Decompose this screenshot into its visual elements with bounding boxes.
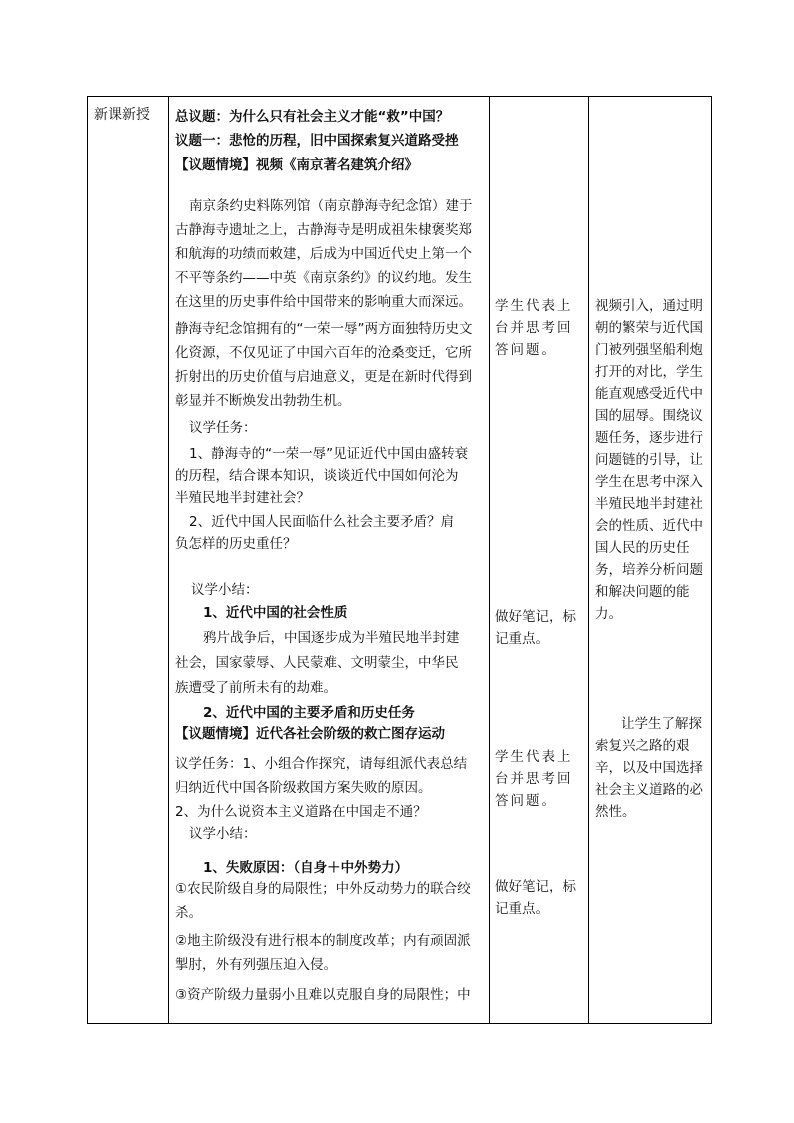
scenario-text-line: 南京条约史料陈列馆（南京静海寺纪念馆）建于 [189,198,473,214]
summary-text-line: 鸦片战争后，中国逐步成为半殖民地半封建 [203,630,460,646]
summary-heading-1: 议学小结： [191,582,259,598]
student-activity-2: 做好笔记，标记重点。 [495,609,576,647]
summary-heading-2: 议学小结： [189,826,257,842]
summary-point-heading: 1、近代中国的社会性质 [203,605,348,621]
summary-text-line: ①农民阶级自身的局限性；中外反动势力的联合绞 [175,881,471,897]
student-activity-3: 学生代表上台并思考回答问题。 [495,749,573,809]
student-activity-1: 学生代表上台并思考回答问题。 [495,298,573,358]
task-line: 2、近代中国人民面临什么社会主要矛盾？肩 [189,514,455,530]
summary-point-heading: 2、近代中国的主要矛盾和历史任务 [203,705,415,721]
summary-text-line: ②地主阶级没有进行根本的制度改革；内有顽固派 [175,933,471,949]
scenario-text-line: 静海寺纪念馆拥有的“一荣一辱”两方面独特历史文 [175,321,473,337]
task-line: 2、为什么说资本主义道路在中国走不通？ [175,804,427,820]
summary-text-line: 杀。 [175,905,202,921]
task-line: 1、静海寺的“一荣一辱”见证近代中国由盛转衰 [189,446,469,462]
scenario-text-line: 不平等条约——中英《南京条约》的议约地。发生 [175,270,472,286]
scenario-text-line: 化资源，不仅见证了中国六百年的沧桑变迁，它所 [175,345,472,361]
scenario-text-line: 彰显并不断焕发出勃勃生机。 [175,393,351,409]
summary-point-heading: 1、失败原因：（自身＋中外势力） [203,860,409,876]
student-activity-cell [490,97,589,1024]
main-topic: 总议题：为什么只有社会主义才能“救”中国？ [175,109,450,125]
task-line: 的历程，结合课本知识，谈谈近代中国如何沦为 [175,468,459,484]
lesson-plan-table [87,96,712,1024]
task-line: 归纳近代中国各阶级救国方案失败的原因。 [175,780,432,796]
summary-text-line: ③资产阶级力量弱小且难以克服自身的局限性；中 [175,987,471,1003]
scenario-text-line: 古静海寺遗址之上，古静海寺是明成祖朱棣褒奖郑 [175,222,472,238]
topic-one: 议题一：悲怆的历程，旧中国探索复兴道路受挫 [175,133,459,149]
design-intent-2: 让学生了解探索复兴之路的艰辛，以及中国选择社会主义道路的必然性。 [595,716,703,820]
teaching-content-cell [169,97,490,1024]
summary-text-line: 族遭受了前所未有的劫难。 [175,680,337,696]
design-intent-1: 视频引入，通过明朝的繁荣与近代国门被列强坚船利炮打开的对比，学生能直观感受近代中国的屈辱。围绕议题任务，逐步进行问题链的引导，让学生在思考中深入半殖民地半封建社会的性质、近代中国人民的历史任务，培养分析问题和解决问题的能力。 [595,298,703,622]
scenario-heading-1: 【议题情境】视频《南京著名建筑介绍》 [175,157,418,173]
task-line: 负怎样的历史重任？ [175,536,297,552]
section-label-cell [88,97,169,1024]
table-row [88,97,712,1024]
task-heading-1: 议学任务： [189,420,257,436]
scenario-heading-2: 【议题情境】近代各社会阶级的救亡图存运动 [175,726,445,742]
summary-text-line: 掣肘，外有列强压迫入侵。 [175,957,337,973]
scenario-text-line: 折射出的历史价值与启迪意义，更是在新时代得到 [175,369,472,385]
task-line: 半殖民地半封建社会？ [175,490,310,506]
summary-text-line: 社会，国家蒙辱、人民蒙难、文明蒙尘，中华民 [175,655,459,671]
scenario-text-line: 在这里的历史事件给中国带来的影响重大而深远。 [175,294,472,310]
design-intent-cell [589,97,712,1024]
student-activity-4: 做好笔记，标记重点。 [495,879,576,917]
task-line: 议学任务：1、小组合作探究，请每组派代表总结 [175,756,468,772]
scenario-text-line: 和航海的功绩而敕建，后成为中国近代史上第一个 [175,246,472,262]
section-label: 新课新授 [94,107,150,123]
